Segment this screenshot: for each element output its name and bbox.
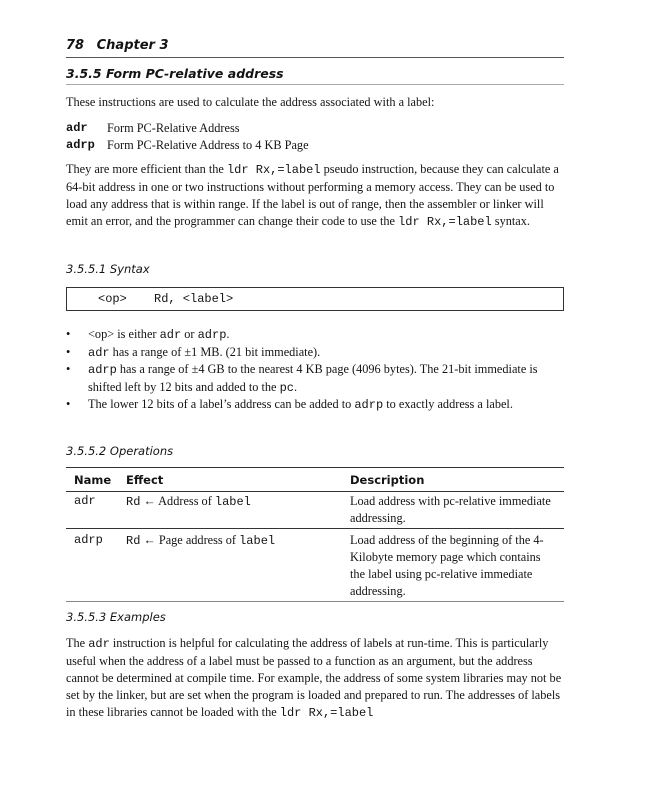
definition-list [66, 120, 309, 154]
definition-item [66, 120, 309, 137]
operations-heading: 3.5.5.2 Operations [66, 444, 174, 458]
definition-desc: Form PC-Relative Address to 4 KB Page [107, 138, 309, 152]
list-item: • adr has a range of ±1 MB. (21 bit immediate). [66, 344, 321, 360]
inline-code: ldr Rx,=label [398, 215, 492, 229]
definition-desc: Form PC-Relative Address [107, 121, 240, 135]
running-head [66, 38, 564, 53]
intro-paragraph: These instructions are used to calculate the address associated with a label: [66, 95, 435, 109]
definition-term: adrp [66, 138, 95, 152]
header-rule [66, 57, 564, 58]
op-name: adr [66, 492, 118, 529]
op-effect: Rd ← Address of label [118, 492, 342, 529]
op-description: Load address with pc-relative immediate addressing. [342, 492, 564, 529]
definition-item [66, 137, 309, 154]
list-item: • adrp has a range of ±4 GB to the nearest 4 KB page (4096 bytes). The 21-bit immediate is shifted left by 12 bits and added to the pc. [66, 362, 538, 395]
bullet-list [66, 326, 564, 414]
table-header-row [66, 468, 564, 492]
body-paragraph: They are more efficient than the ldr Rx,=label pseudo instruction, because they can calculate a 64-bit address in one or two instructions without performing a memory access. They can be used to load any address that is within range. If the label is out of range, then the assembler or linker will emit an error, and the programmer can change their code to use the ldr Rx,=label syntax. [66, 162, 559, 229]
table-row [66, 492, 564, 529]
list-item: • <op> is either adr or adrp. [66, 327, 230, 342]
inline-code: ldr Rx,=label [226, 163, 321, 177]
inline-code: ldr Rx,=label [279, 706, 374, 720]
section-rule [66, 84, 564, 85]
syntax-box [66, 287, 564, 311]
syntax-heading: 3.5.5.1 Syntax [66, 262, 150, 276]
syntax-operands: Rd, <label> [154, 292, 234, 306]
page-number: 78 [66, 38, 85, 53]
section-title: 3.5.5 Form PC-relative address [66, 66, 284, 81]
list-item: • The lower 12 bits of a label’s address can be added to adrp to exactly address a label. [66, 397, 513, 412]
inline-code: adr [88, 637, 110, 651]
operations-table [66, 467, 564, 602]
column-header: Name [66, 468, 118, 492]
column-header: Effect [118, 468, 342, 492]
examples-heading: 3.5.5.3 Examples [66, 610, 166, 624]
definition-term: adr [66, 121, 88, 135]
table-row [66, 529, 564, 602]
chapter-label: Chapter 3 [96, 38, 169, 53]
syntax-op: <op> [98, 292, 127, 306]
op-name: adrp [66, 529, 118, 602]
op-effect: Rd ← Page address of label [118, 529, 342, 602]
examples-paragraph: The adr instruction is helpful for calculating the address of labels at run-time. This is particularly useful when the address of a label must be passed to a function as an argument, but the address cannot be determined at compile time. For example, the address of some system libraries may not be set by the linker, but are set when the program is loaded and prepared to run. The addresses of labels in these libraries cannot be loaded with the ldr Rx,=label [66, 636, 562, 720]
column-header: Description [342, 468, 564, 492]
op-description: Load address of the beginning of the 4-Kilobyte memory page which contains the label using pc-relative immediate addressing. [342, 529, 564, 602]
